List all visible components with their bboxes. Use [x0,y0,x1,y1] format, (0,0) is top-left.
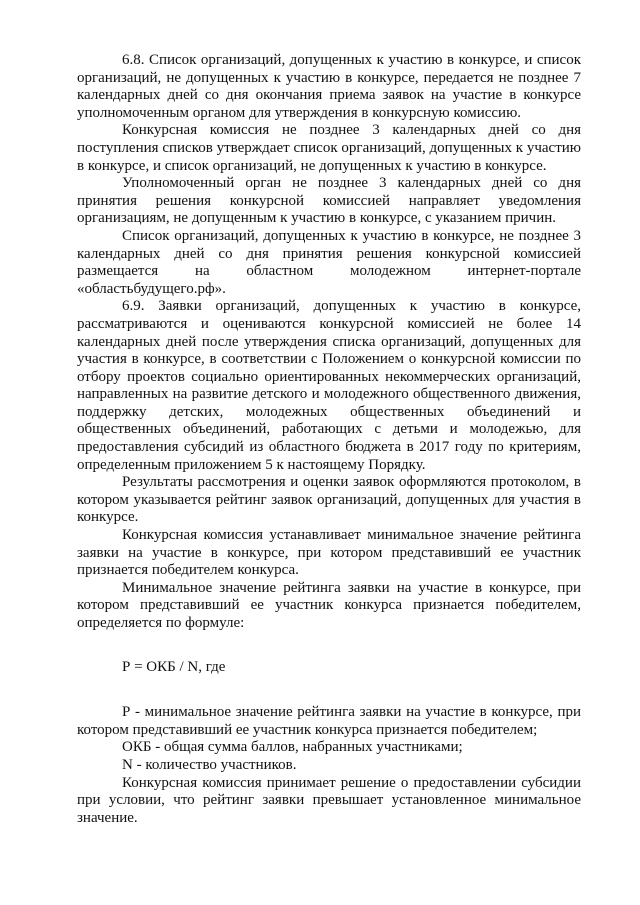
document-page [77,52,581,827]
definition-okb: ОКБ - общая сумма баллов, набранных участниками; [122,739,463,756]
definition-n: N - количество участников. [122,756,297,773]
paragraph-notification: Уполномоченный орган не позднее 3 календарных дней со дня принятия решения конкурсной комиссией направляет уведомления организациям, не допущенным к участию в конкурсе, с указанием причин. [77,175,581,227]
paragraph-commission-approval: Конкурсная комиссия не позднее 3 календарных дней со дня поступления списков утверждает список организаций, допущенных к участию в конкурсе, и список организаций, не допущенных к участию в конкурсе. [77,122,581,174]
formula: Р = ОКБ / N, где [122,658,226,675]
paragraph-publication: Список организаций, допущенных к участию в конкурсе, не позднее 3 календарных дней со дня принятия решения конкурсной комиссией размещается на областном молодежном интернет-портале «областьбудущего.рф». [77,227,581,297]
paragraph-minimum-rating: Конкурсная комиссия устанавливает минимальное значение рейтинга заявки на участие в конкурсе, при котором представивший ее участник признается победителем конкурса. [77,527,581,579]
paragraph-results: Результаты рассмотрения и оценки заявок оформляются протоколом, в котором указывается рейтинг заявок организаций, допущенных для участия в конкурсе. [77,474,581,526]
paragraph-formula-intro: Минимальное значение рейтинга заявки на участие в конкурсе, при котором представивший ее участник конкурса признается победителем, определяется по формуле: [77,579,581,631]
definition-r: Р - минимальное значение рейтинга заявки на участие в конкурсе, при котором представивший ее участник конкурса признается победителем; [77,704,581,738]
paragraph-6-9: 6.9. Заявки организаций, допущенных к участию в конкурсе, рассматриваются и оцениваются конкурсной комиссией не более 14 календарных дней после утверждения списка организаций, допущенных для участия в конкурсе, в соответствии с Положением о конкурсной комиссии по отбору проектов социально ориентированных некоммерческих организаций, направленных на развитие детского и молодежного общественного движения, поддержку детских, молодежных общественных объединений и общественных объединений, работающих с детьми и молодежью, для предоставления субсидий из областного бюджета в 2017 году по критериям, определенным приложением 5 к настоящему Порядку. [77,298,581,473]
paragraph-6-8: 6.8. Список организаций, допущенных к участию в конкурсе, и список организаций, не допущенных к участию в конкурсе, передается не позднее 7 календарных дней со дня окончания приема заявок на участие в конкурсе уполномоченным органом для утверждения в конкурсную комиссию. [77,52,581,121]
paragraph-decision: Конкурсная комиссия принимает решение о предоставлении субсидии при условии, что рейтинг заявки превышает установленное минимальное значение. [77,774,581,826]
